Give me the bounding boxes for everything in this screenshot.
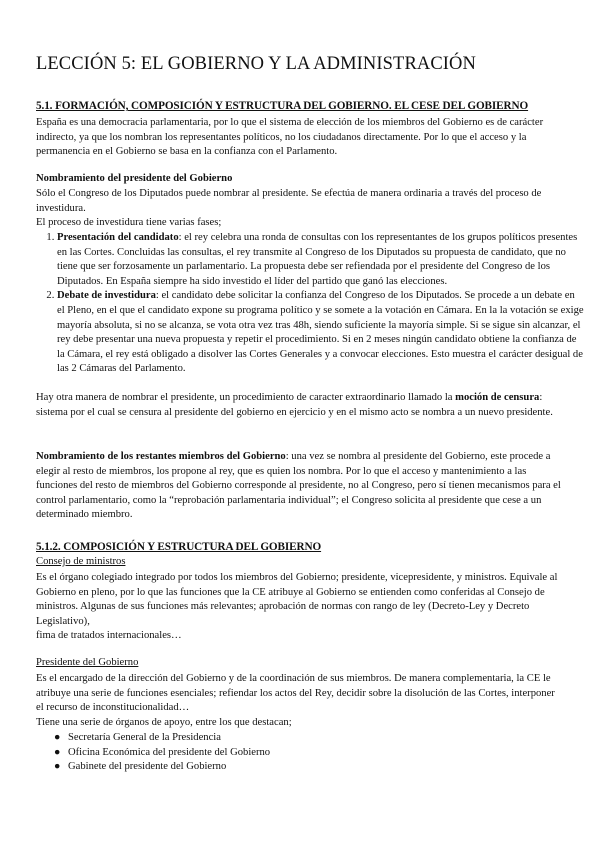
organos-apoyo-list (36, 731, 568, 775)
intro-paragraph: España es una democracia parlamentaria, por lo que el sistema de elección de los miembros del Gobierno es de carácter indirecto, ya que los nombran los representantes políticos, no los ciudadanos directamente. Por lo que el acceso y la permanencia en el Gobierno se basa en la confianza con el Parlamento. (36, 117, 544, 158)
list-item: ● Gabinete del presidente del Gobierno (68, 760, 568, 775)
list-item: ● Oficina Económica del presidente del Gobierno (68, 746, 568, 761)
section-heading-5-1: 5.1. FORMACIÓN, COMPOSICIÓN Y ESTRUCTURA DEL GOBIERNO. EL CESE DEL GOBIERNO (36, 100, 529, 112)
restantes-bold: Nombramiento de los restantes miembros del Gobierno (36, 451, 286, 462)
document-title: LECCIÓN 5: EL GOBIERNO Y LA ADMINISTRACIÓN (36, 54, 476, 74)
list-item: ● Secretaría General de la Presidencia (68, 731, 568, 746)
bullet-icon: ● (54, 761, 61, 773)
step-debate (57, 289, 585, 377)
mocion-paragraph (36, 391, 562, 420)
heading-nombramiento-presidente: Nombramiento del presidente del Gobierno (36, 173, 233, 184)
step-text: : el rey celebra una ronda de consultas con los representantes de los grupos políticos presentes en las Cortes. Concluidas las consultas, el rey transmite al Congreso de los Diputados su propuesta de candidato, que no tiene que ser forzosamente un parlamentario. La propuesta debe ser refiendada por el presidente del Congreso de los Diputados. En España siempre ha sido investido el líder del partido que ganó las elecciones. (57, 232, 578, 287)
mocion-pre: Hay otra manera de nombrar el presidente, un procedimiento de caracter extraordinario llamado la (36, 392, 456, 403)
mocion-post: : sistema por el cual se censura al presidente del gobierno en ejercicio y en el mismo acto se nombra a un nuevo presidente. (36, 392, 553, 418)
section-heading-5-1-2: 5.1.2. COMPOSICIÓN Y ESTRUCTURA DEL GOBIERNO (36, 541, 322, 553)
mocion-bold: moción de censura (455, 392, 540, 403)
nombramiento-restantes-paragraph (36, 450, 562, 523)
restantes-text: : una vez se nombra al presidente del Gobierno, este procede a elegir al resto de miembros, los propone al rey, que es quien los nombra. Por lo que el acceso y mantenimiento a las funciones del resto de miembros del Gobierno corresponde al presidente, no al Congreso, pero sí tienen mecanismos para el control parlamentario, como la “reprobación parlamentaria individual”; el Congreso solicita al presidente que cese a un determinado miembro. (36, 451, 561, 521)
apoyo-intro: Tiene una serie de órganos de apoyo, entre los que destacan; (36, 717, 292, 728)
consejo-text-2: fima de tratados internacionales… (36, 630, 182, 641)
fases-intro: El proceso de investidura tiene varias fases; (36, 217, 222, 228)
step-text: : el candidato debe solicitar la confianza del Congreso de los Diputados. Se procede a un debate en el Pleno, en el que el candidato expone su programa político y se somete a la votación en Cámara. En la la votación se exige mayoría absoluta, si no se alcanza, se vota otra vez tras 48h, siendo suficiente la mayoría simple. Si se sigue sin alcanzar, el rey debe presentar una nueva propuesta y repetir el procedimiento. Si en 2 meses ningún candidato obtiene la confianza de la Cámara, el rey está obligado a disolver las Cortes Generales y a convocar elecciones. Esto muestra el carácter desigual de las 2 Cámaras del Parlamento. (57, 290, 584, 375)
investidura-steps (36, 231, 585, 377)
consejo-text: Es el órgano colegiado integrado por todos los miembros del Gobierno; presidente, vicepresidente, y ministros. Equivale al Gobierno en pleno, por lo que las funciones que la CE atribuye al Gobierno se entienden como conferidas al Consejo de ministros. Algunas de sus funciones más relevantes; aprobación de normas con rango de ley (Decreto-Ley y Decreto Legislativo), (36, 572, 558, 627)
step-presentacion (57, 231, 585, 289)
heading-presidente-gobierno: Presidente del Gobierno (36, 657, 139, 668)
bullet-icon: ● (54, 732, 61, 743)
nombramiento-presidente-text: Sólo el Congreso de los Diputados puede nombrar al presidente. Se efectúa de manera ordinaria a través del proceso de investidura. (36, 188, 542, 214)
bullet-icon: ● (54, 746, 61, 758)
step-label: Debate de investidura (57, 290, 156, 302)
presidente-text: Es el encargado de la dirección del Gobierno y de la coordinación de sus miembros. De manera complementaria, la CE le atribuye una serie de funciones esenciales; refiendar los actos del Rey, decidir sobre la disolución de las Cortes, interponer el recurso de inconstitucionalidad… (36, 673, 555, 714)
heading-consejo-ministros: Consejo de ministros (36, 556, 126, 567)
step-label: Presentación del candidato (57, 232, 179, 243)
